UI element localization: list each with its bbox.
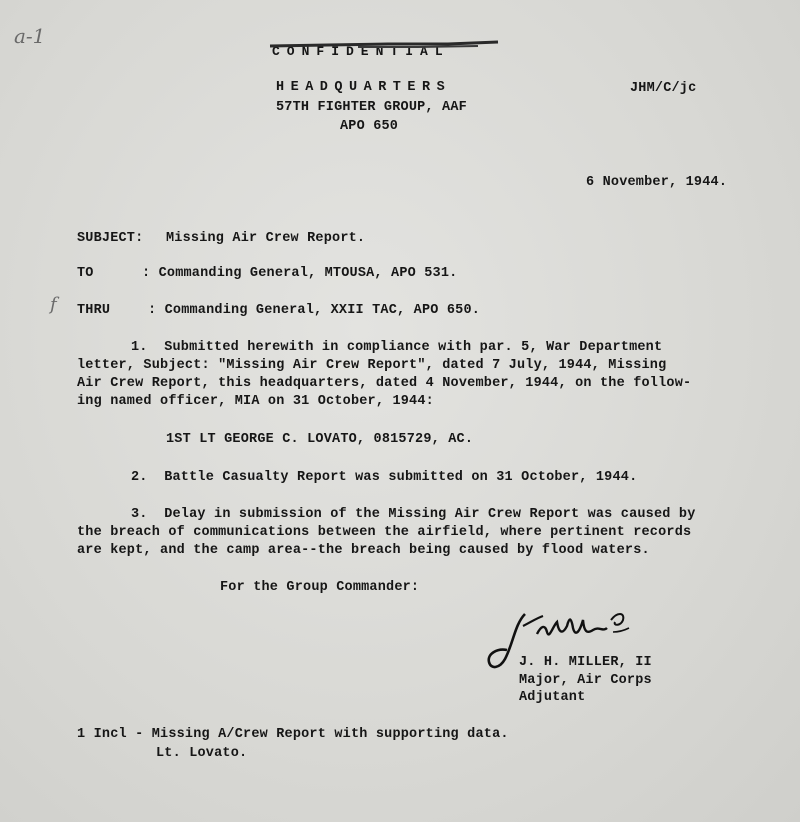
subject-text: Missing Air Crew Report. bbox=[166, 231, 366, 246]
to-label: TO bbox=[77, 266, 94, 281]
thru-label: THRU bbox=[77, 303, 111, 318]
margin-note: a-1 bbox=[14, 24, 46, 48]
signer-name: J. H. MILLER, II bbox=[519, 655, 652, 670]
para2: 2. Battle Casualty Report was submitted on 31 October, 1944. bbox=[131, 470, 638, 485]
signer-title: Adjutant bbox=[519, 690, 586, 705]
enclosure-line2: Lt. Lovato. bbox=[156, 746, 248, 761]
margin-mark: f bbox=[50, 294, 57, 315]
para1-line1: 1. Submitted herewith in compliance with par. 5, War Department bbox=[131, 340, 663, 355]
closing-for: For the Group Commander: bbox=[220, 580, 420, 595]
para3-line3: are kept, and the camp area--the breach being caused by flood waters. bbox=[77, 543, 650, 558]
subject-label: SUBJECT: bbox=[77, 231, 144, 246]
para1-line2: letter, Subject: "Missing Air Crew Report", dated 7 July, 1944, Missing bbox=[77, 358, 667, 373]
para3-line2: the breach of communications between the airfield, where pertinent records bbox=[77, 525, 692, 540]
signer-rank: Major, Air Corps bbox=[519, 673, 652, 688]
letter-date: 6 November, 1944. bbox=[586, 175, 728, 190]
header-line3: APO 650 bbox=[340, 119, 399, 134]
enclosure-line1: 1 Incl - Missing A/Crew Report with supporting data. bbox=[77, 727, 509, 742]
para3-line1: 3. Delay in submission of the Missing Air Crew Report was caused by bbox=[131, 507, 696, 522]
para1-line3: Air Crew Report, this headquarters, dated 4 November, 1944, on the follow- bbox=[77, 376, 692, 391]
thru-text: : Commanding General, XXII TAC, APO 650. bbox=[148, 303, 481, 318]
reference-code: JHM/C/jc bbox=[630, 81, 697, 96]
header-line1: HEADQUARTERS bbox=[276, 80, 452, 95]
officer-line: 1ST LT GEORGE C. LOVATO, 0815729, AC. bbox=[166, 432, 474, 447]
strikeout-mark bbox=[268, 36, 500, 54]
classification-stamp: CONFIDENTIAL bbox=[272, 44, 450, 59]
to-text: : Commanding General, MTOUSA, APO 531. bbox=[142, 266, 458, 281]
header-line2: 57TH FIGHTER GROUP, AAF bbox=[276, 100, 467, 115]
para1-line4: ing named officer, MIA on 31 October, 1944: bbox=[77, 394, 434, 409]
